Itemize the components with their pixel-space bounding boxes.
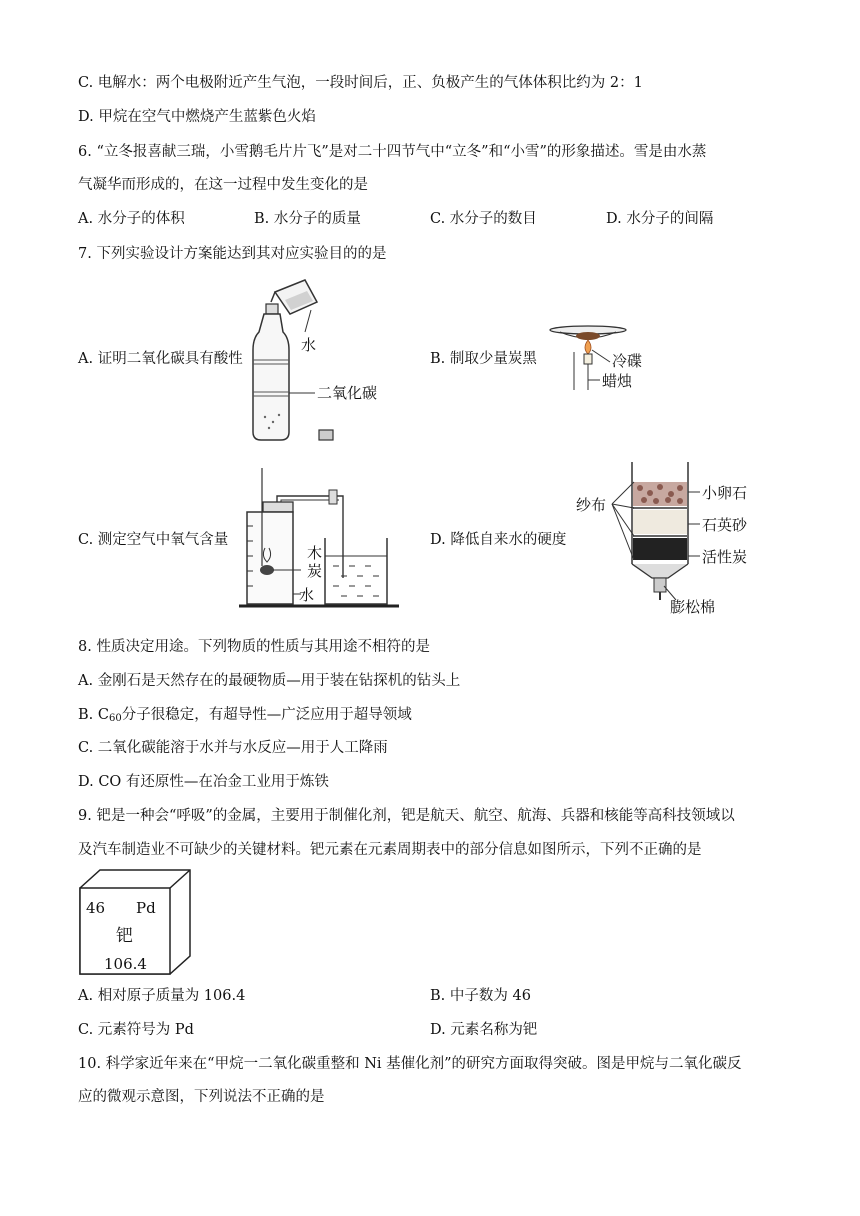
q7-option-d: D. 降低自来水的硬度 xyxy=(430,532,567,548)
q10-stem-line2: 应的微观示意图，下列说法不正确的是 xyxy=(78,1089,325,1105)
q8-option-b-subscript: 60 xyxy=(108,713,122,724)
figure-candle-plate xyxy=(546,322,666,392)
label-water-c: 水 xyxy=(299,586,315,604)
element-mass: 106.4 xyxy=(104,955,147,973)
figure-co2-bottle xyxy=(245,272,395,450)
q9-option-c: C. 元素符号为 Pd xyxy=(78,1022,194,1038)
q6-option-d: D. 水分子的间隔 xyxy=(606,211,714,227)
bottle-cap-icon xyxy=(319,430,333,440)
q7-option-c: C. 测定空气中氧气含量 xyxy=(78,532,229,548)
cold-plate-icon xyxy=(550,326,626,340)
q6-option-a: A. 水分子的体积 xyxy=(78,211,185,227)
q8-option-b-text: 分子很稳定，有超导性—广泛应用于超导领域 xyxy=(121,707,412,723)
clamp-icon xyxy=(329,490,337,504)
figure-water-filter xyxy=(576,460,776,618)
q9-stem-line1: 9. 钯是一种会“呼吸”的金属，主要用于制催化剂，钯是航天、航空、航海、兵器和核能等高科技领域以 xyxy=(78,808,735,824)
q7-option-b: B. 制取少量炭黑 xyxy=(430,351,537,367)
element-symbol: Pd xyxy=(136,899,156,917)
q6-stem-line1: 6. “立冬报喜献三瑞，小雪鹅毛片片飞”是对二十四节气中“立冬”和“小雪”的形象描述。雪是由水蒸 xyxy=(78,144,707,160)
label-quartz-sand: 石英砂 xyxy=(702,516,748,534)
figure-oxygen-apparatus xyxy=(237,466,402,610)
label-candle: 蜡烛 xyxy=(602,372,633,390)
q9-option-d: D. 元素名称为钯 xyxy=(430,1022,538,1038)
q8-option-c: C. 二氧化碳能溶于水并与水反应—用于人工降雨 xyxy=(78,740,388,756)
filter-column-icon xyxy=(632,462,688,600)
q9-stem-line2: 及汽车制造业不可缺少的关键材料。钯元素在元素周期表中的部分信息如图所示，下列不正确的是 xyxy=(78,842,702,858)
element-name: 钯 xyxy=(116,926,133,946)
label-charcoal-1: 木 xyxy=(307,544,323,562)
q9-option-b: B. 中子数为 46 xyxy=(430,988,531,1004)
q5-option-d: D. 甲烷在空气中燃烧产生蓝紫色火焰 xyxy=(78,109,316,125)
q8-stem: 8. 性质决定用途。下列物质的性质与其用途不相符的是 xyxy=(78,639,430,655)
q8-option-b xyxy=(78,705,412,729)
label-charcoal-2: 炭 xyxy=(307,562,323,580)
q6-option-c: C. 水分子的数目 xyxy=(430,211,537,227)
q6-option-b: B. 水分子的质量 xyxy=(254,211,361,227)
q8-option-b-prefix: B. C xyxy=(78,707,109,723)
gas-jar-icon xyxy=(247,502,293,604)
q10-stem-line1: 10. 科学家近年来在“甲烷一二氧化碳重整和 Ni 基催化剂”的研究方面取得突破。图是甲烷与二氧化碳反 xyxy=(78,1056,742,1072)
q5-option-c: C. 电解水：两个电极附近产生气泡，一段时间后，正、负极产生的气体体积比约为 2：1 xyxy=(78,75,643,91)
q9-option-a: A. 相对原子质量为 106.4 xyxy=(78,988,246,1004)
label-co2: 二氧化碳 xyxy=(317,384,378,402)
label-activated-carbon: 活性炭 xyxy=(702,548,748,566)
label-cotton: 膨松棉 xyxy=(670,598,716,616)
q8-option-a: A. 金刚石是天然存在的最硬物质—用于装在钻探机的钻头上 xyxy=(78,673,461,689)
palladium-element-card xyxy=(78,868,194,978)
label-gauze: 纱布 xyxy=(576,496,607,514)
plastic-bottle-icon xyxy=(253,304,289,440)
q7-stem: 7. 下列实验设计方案能达到其对应实验目的的是 xyxy=(78,246,387,262)
water-beaker-icon xyxy=(325,538,387,604)
candle-flame-icon xyxy=(584,340,592,364)
label-water: 水 xyxy=(301,336,317,354)
q8-option-d: D. CO 有还原性—在冶金工业用于炼铁 xyxy=(78,774,329,790)
element-atomic-number: 46 xyxy=(86,899,106,917)
label-cold-plate: 冷碟 xyxy=(612,352,643,370)
charcoal-icon xyxy=(260,565,274,575)
q6-stem-line2: 气凝华而形成的，在这一过程中发生变化的是 xyxy=(78,177,368,193)
label-pebbles: 小卵石 xyxy=(702,484,748,502)
q7-option-a: A. 证明二氧化碳具有酸性 xyxy=(78,351,243,367)
